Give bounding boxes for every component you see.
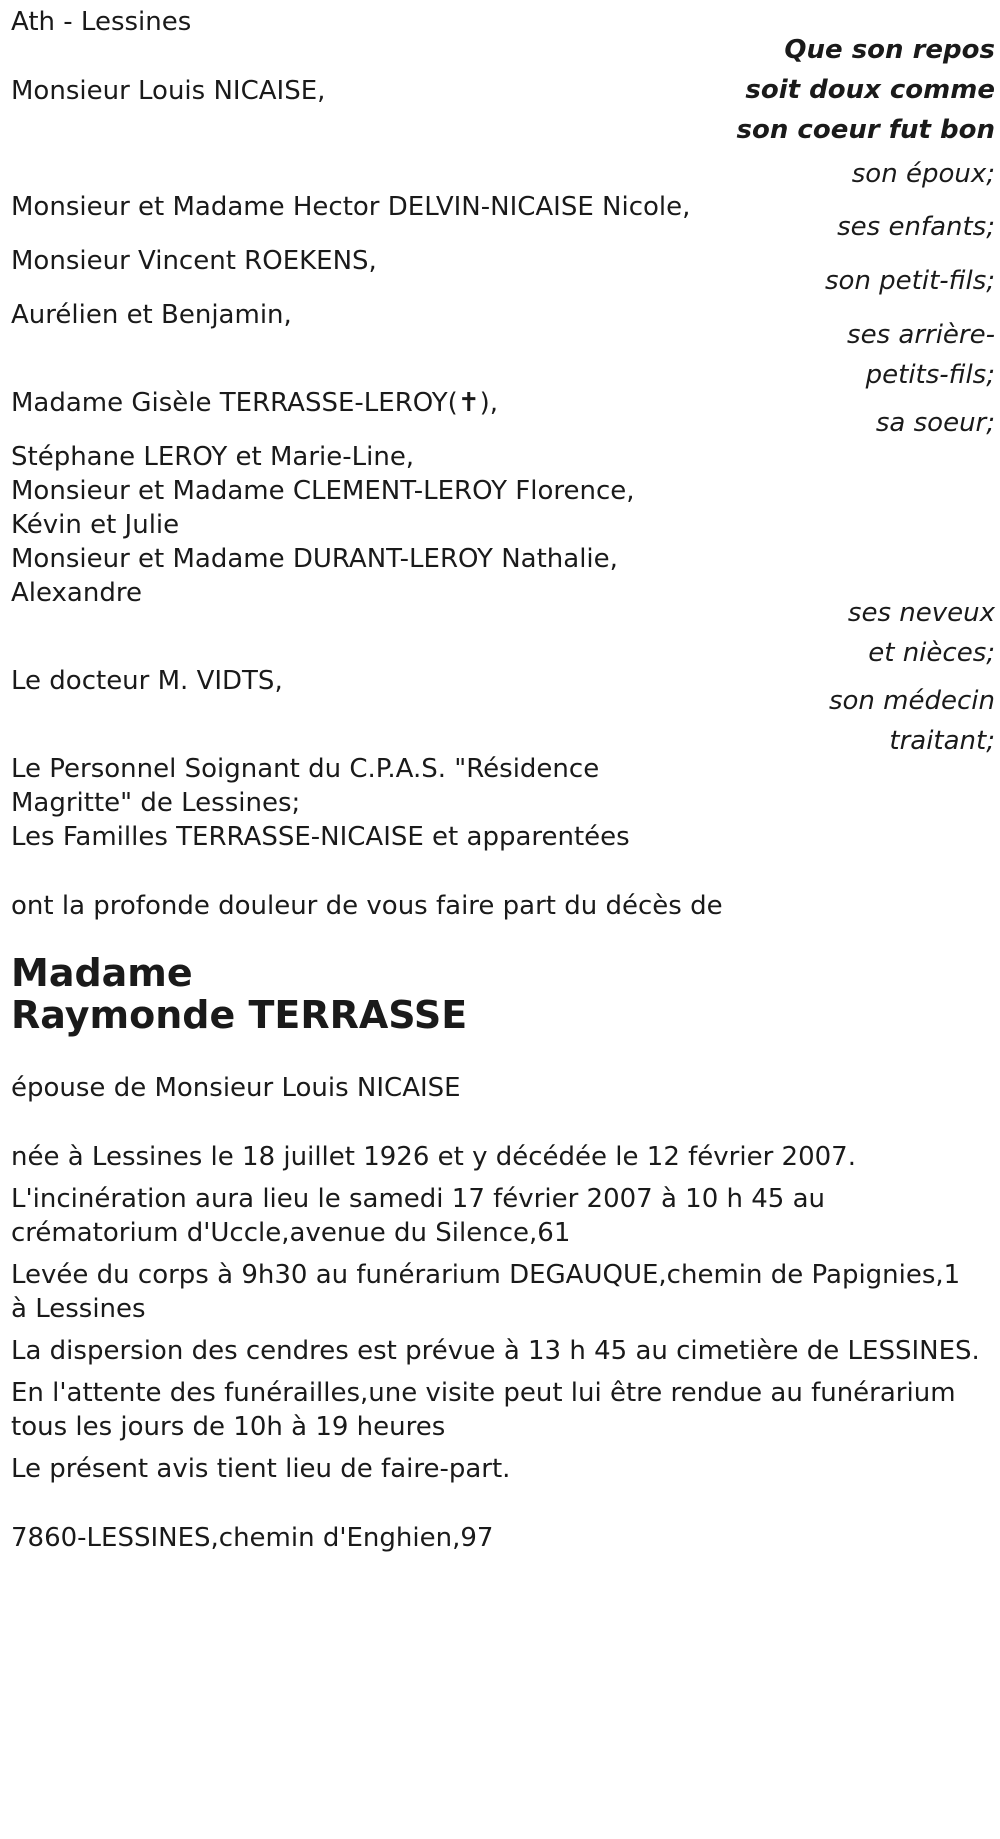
family-name-sister: Madame Gisèle TERRASSE-LEROY(✝),: [11, 388, 499, 418]
detail-notice: Le présent avis tient lieu de faire-part.: [11, 1454, 511, 1484]
nephew-line: Monsieur et Madame DURANT-LEROY Nathalie,: [11, 544, 618, 574]
nephew-line: Stéphane LEROY et Marie-Line,: [11, 442, 415, 472]
nephew-line: Alexandre: [11, 578, 142, 608]
motto: Que son repos soit doux comme son coeur fut bon: [736, 35, 995, 145]
doctor-role: son médecin traitant;: [828, 686, 995, 756]
death-notice: [11, 0, 995, 1839]
announcement: ont la profonde douleur de vous faire part du décès de: [11, 891, 723, 921]
nephews-role: ses neveux et nièces;: [847, 598, 995, 668]
staff-line: Le Personnel Soignant du C.P.A.S. "Résidence: [11, 754, 600, 784]
staff-line: Les Familles TERRASSE-NICAISE et apparentées: [11, 822, 630, 852]
family-name-children: Monsieur et Madame Hector DELVIN-NICAISE Nicole,: [11, 192, 691, 222]
family-name-spouse: Monsieur Louis NICAISE,: [11, 76, 326, 106]
detail-visit: tous les jours de 10h à 19 heures: [11, 1412, 446, 1442]
family-role-great-grandsons: ses arrière-petits-fils;: [847, 320, 995, 390]
location: Ath - Lessines: [11, 7, 192, 37]
detail-cremation: L'incinération aura lieu le samedi 17 février 2007 à 10 h 45 au: [11, 1184, 826, 1214]
nephew-line: Monsieur et Madame CLEMENT-LEROY Florence,: [11, 476, 635, 506]
family-role-spouse: son époux;: [851, 159, 995, 189]
spouse-line: épouse de Monsieur Louis NICAISE: [11, 1073, 461, 1103]
doctor-name: Le docteur M. VIDTS,: [11, 666, 283, 696]
family-name-grandson: Monsieur Vincent ROEKENS,: [11, 246, 377, 276]
nephew-line: Kévin et Julie: [11, 510, 180, 540]
detail-body-lift: à Lessines: [11, 1294, 146, 1324]
staff-line: Magritte" de Lessines;: [11, 788, 301, 818]
detail-body-lift: Levée du corps à 9h30 au funérarium DEGAUQUE,chemin de Papignies,1: [11, 1260, 961, 1290]
family-role-children: ses enfants;: [837, 212, 995, 242]
detail-visit: En l'attente des funérailles,une visite peut lui être rendue au funérarium: [11, 1378, 956, 1408]
address: 7860-LESSINES,chemin d'Enghien,97: [11, 1523, 494, 1553]
deceased-name: Raymonde TERRASSE: [11, 993, 468, 1037]
deceased-title: Madame: [11, 951, 193, 995]
detail-birth-death: née à Lessines le 18 juillet 1926 et y décédée le 12 février 2007.: [11, 1142, 856, 1172]
family-role-sister: sa soeur;: [875, 408, 995, 438]
detail-ashes: La dispersion des cendres est prévue à 13 h 45 au cimetière de LESSINES.: [11, 1336, 980, 1366]
family-role-grandson: son petit-fils;: [824, 266, 995, 296]
family-name-great-grandsons: Aurélien et Benjamin,: [11, 300, 292, 330]
detail-cremation: crématorium d'Uccle,avenue du Silence,61: [11, 1218, 571, 1248]
